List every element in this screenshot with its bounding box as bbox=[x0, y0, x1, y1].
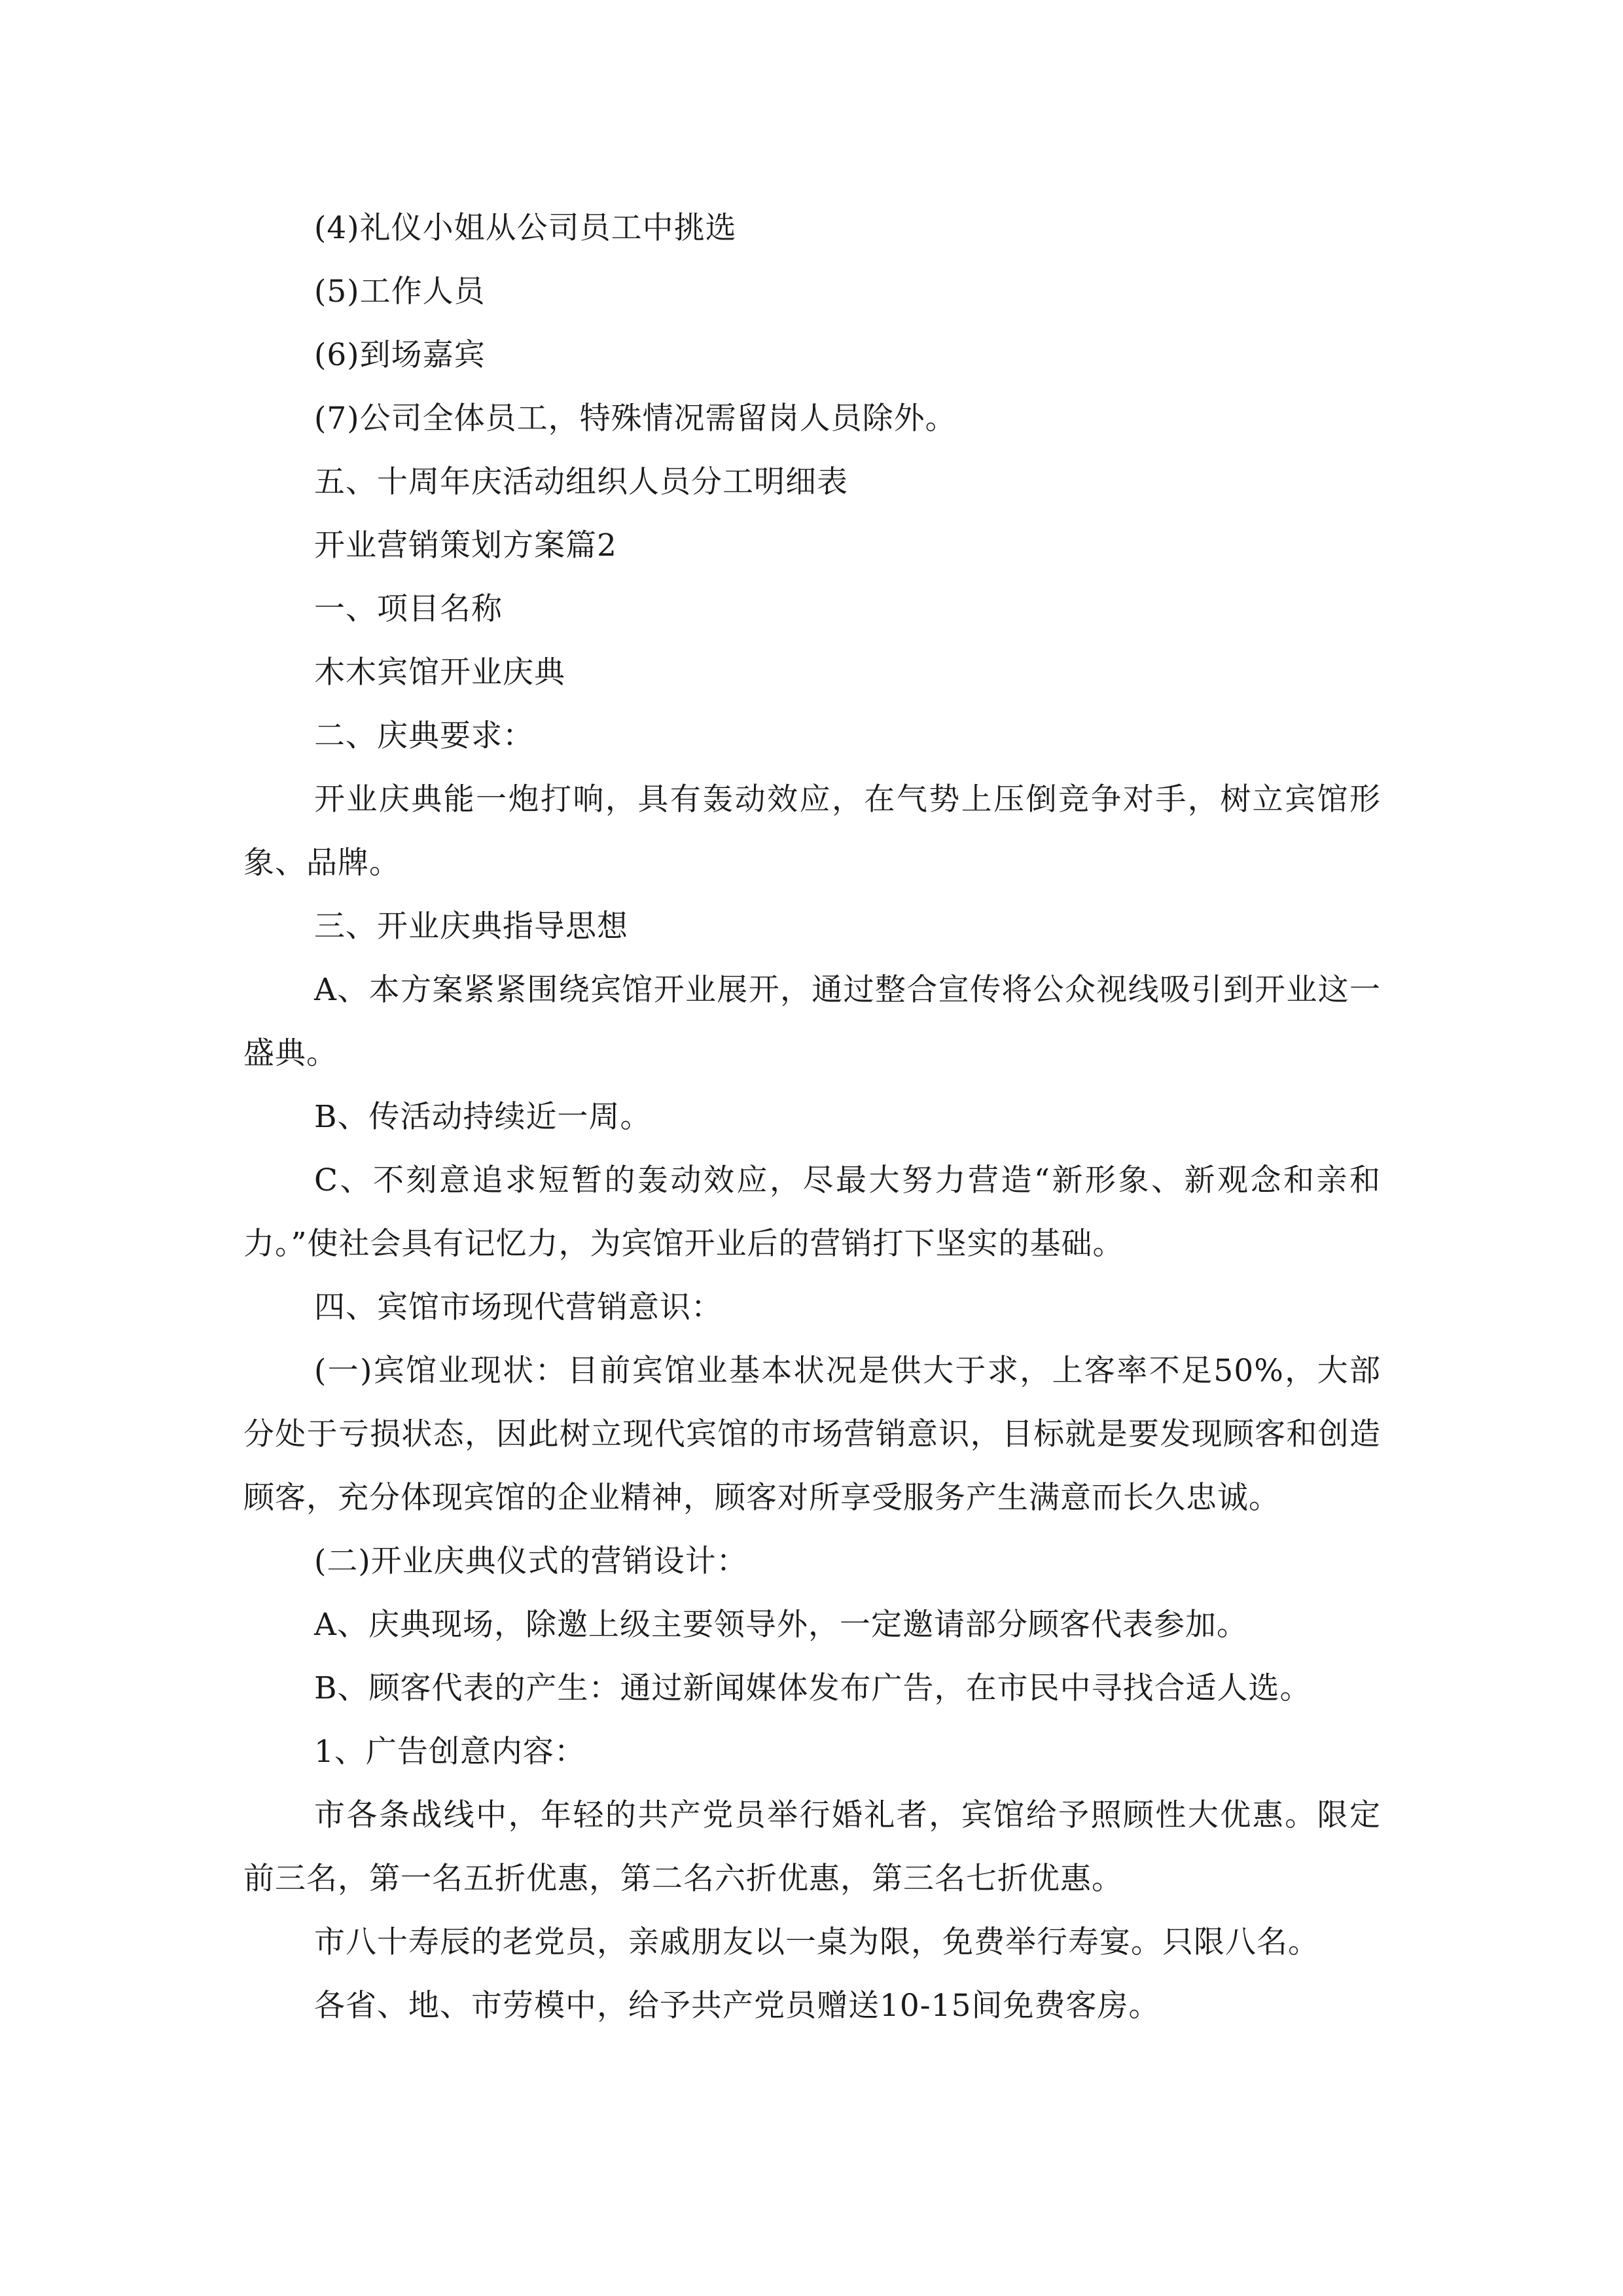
paragraph: 开业庆典能一炮打响，具有轰动效应，在气势上压倒竞争对手，树立宾馆形象、品牌。 bbox=[243, 781, 1381, 881]
paragraph: (6)到场嘉宾 bbox=[314, 337, 486, 373]
paragraph: A、本方案紧紧围绕宾馆开业展开，通过整合宣传将公众视线吸引到开业这一盛典。 bbox=[243, 972, 1381, 1071]
section-heading: 三、开业庆典指导思想 bbox=[314, 908, 628, 944]
document-body bbox=[243, 196, 1381, 2037]
section-heading: 五、十周年庆活动组织人员分工明细表 bbox=[314, 464, 848, 500]
section-heading: 二、庆典要求： bbox=[314, 718, 534, 754]
paragraph: 市八十寿辰的老党员，亲戚朋友以一桌为限，免费举行寿宴。只限八名。 bbox=[314, 1924, 1319, 1960]
paragraph: (5)工作人员 bbox=[314, 274, 486, 310]
document-title: 开业营销策划方案篇2 bbox=[314, 528, 617, 564]
paragraph: (一)宾馆业现状：目前宾馆业基本状况是供大于求，上客率不足50%，大部分处于亏损状态，因此树立现代宾馆的市场营销意识，目标就是要发现顾客和创造顾客，充分体现宾馆的企业精神，顾客对所享受服务产生满意而长久忠诚。 bbox=[243, 1353, 1381, 1516]
paragraph: 市各条战线中，年轻的共产党员举行婚礼者，宾馆给予照顾性大优惠。限定前三名，第一名五折优惠，第二名六折优惠，第三名七折优惠。 bbox=[243, 1797, 1381, 1897]
paragraph: 各省、地、市劳模中，给予共产党员赠送10-15间免费客房。 bbox=[314, 1988, 1160, 2024]
subsection-heading: 1、广告创意内容： bbox=[314, 1734, 586, 1770]
paragraph: B、顾客代表的产生：通过新闻媒体发布广告，在市民中寻找合适人选。 bbox=[314, 1670, 1311, 1706]
paragraph: (4)礼仪小姐从公司员工中挑选 bbox=[314, 210, 737, 246]
paragraph: 木木宾馆开业庆典 bbox=[314, 655, 565, 691]
subsection-heading: (二)开业庆典仪式的营销设计： bbox=[314, 1543, 748, 1579]
section-heading: 四、宾馆市场现代营销意识： bbox=[314, 1289, 722, 1325]
paragraph: B、传活动持续近一周。 bbox=[314, 1099, 652, 1135]
section-heading: 一、项目名称 bbox=[314, 591, 503, 627]
paragraph: A、庆典现场，除邀上级主要领导外，一定邀请部分顾客代表参加。 bbox=[314, 1607, 1248, 1643]
paragraph: (7)公司全体员工，特殊情况需留岗人员除外。 bbox=[314, 401, 957, 437]
paragraph: C、不刻意追求短暂的轰动效应，尽最大努力营造“新形象、新观念和亲和力。”使社会具有记忆力，为宾馆开业后的营销打下坚实的基础。 bbox=[243, 1162, 1381, 1262]
